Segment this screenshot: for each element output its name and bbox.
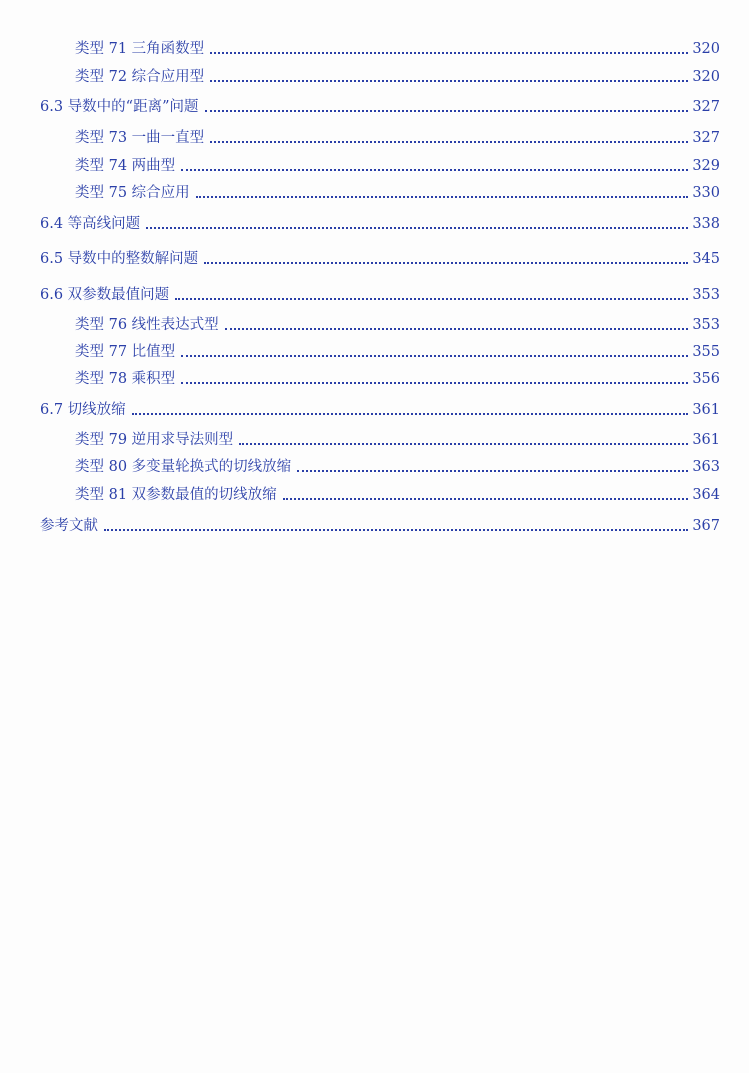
toc-entry-title: 类型 71 三角函数型: [75, 41, 205, 57]
toc-entry[interactable]: [75, 484, 720, 506]
dot-leader: [205, 110, 689, 112]
toc-entry-page: 327: [692, 99, 720, 115]
toc-entry-page: 329: [692, 158, 720, 174]
toc-entry-title: 类型 76 线性表达式型: [75, 317, 219, 333]
toc-entry-page: 338: [692, 216, 720, 232]
toc-entry-page: 361: [692, 402, 720, 418]
toc-entry-page: 345: [692, 251, 720, 267]
toc-entry[interactable]: [75, 456, 720, 478]
toc-entry-page: 355: [692, 344, 720, 360]
toc-section-entry[interactable]: [40, 399, 720, 421]
toc-entry-page: 320: [692, 41, 720, 57]
toc-entry-page: 363: [692, 459, 720, 475]
toc-entry-title: 类型 78 乘积型: [75, 371, 176, 387]
toc-entry-title: 类型 80 多变量轮换式的切线放缩: [75, 459, 292, 475]
toc-entry[interactable]: [75, 66, 720, 88]
dot-leader: [146, 227, 688, 229]
toc-entry-title: 类型 79 逆用求导法则型: [75, 432, 234, 448]
toc-entry-page: 330: [692, 185, 720, 201]
toc-entry-page: 367: [692, 518, 720, 534]
toc-entry[interactable]: [75, 341, 720, 363]
toc-entry-title: 参考文献: [40, 518, 98, 534]
toc-entry-title: 6.7 切线放缩: [40, 402, 126, 418]
toc-entry-title: 6.4 等高线问题: [40, 216, 141, 232]
dot-leader: [104, 529, 688, 531]
dot-leader: [297, 470, 688, 472]
dot-leader: [181, 355, 688, 357]
dot-leader: [204, 262, 688, 264]
dot-leader: [283, 498, 689, 500]
toc-entry-title: 类型 74 两曲型: [75, 158, 176, 174]
toc-entry[interactable]: [75, 127, 720, 149]
toc-entry[interactable]: [75, 182, 720, 204]
toc-entry[interactable]: [75, 38, 720, 60]
toc-section-entry[interactable]: [40, 96, 720, 118]
toc-entry-page: 320: [692, 69, 720, 85]
toc-entry-page: 361: [692, 432, 720, 448]
dot-leader: [181, 382, 688, 384]
dot-leader: [175, 298, 688, 300]
toc-entry-title: 类型 81 双参数最值的切线放缩: [75, 487, 277, 503]
dot-leader: [239, 443, 688, 445]
toc-section-entry[interactable]: [40, 213, 720, 235]
toc-entry-title: 6.3 导数中的“距离”问题: [40, 99, 199, 115]
toc-section-entry[interactable]: [40, 515, 720, 537]
toc-entry[interactable]: [75, 155, 720, 177]
dot-leader: [181, 169, 688, 171]
toc-entry-page: 356: [692, 371, 720, 387]
toc-entry-title: 6.6 双参数最值问题: [40, 287, 170, 303]
toc-entry-page: 327: [692, 130, 720, 146]
toc-section-entry[interactable]: [40, 284, 720, 306]
toc-entry-title: 6.5 导数中的整数解问题: [40, 251, 199, 267]
toc-entry-page: 353: [692, 287, 720, 303]
dot-leader: [196, 196, 689, 198]
toc-entry-page: 364: [692, 487, 720, 503]
toc-entry[interactable]: [75, 429, 720, 451]
toc-entry-page: 353: [692, 317, 720, 333]
toc-entry-title: 类型 77 比值型: [75, 344, 176, 360]
dot-leader: [210, 80, 688, 82]
dot-leader: [225, 328, 689, 330]
dot-leader: [210, 141, 688, 143]
dot-leader: [132, 413, 689, 415]
toc-entry[interactable]: [75, 314, 720, 336]
toc-section-entry[interactable]: [40, 248, 720, 270]
toc-entry-title: 类型 75 综合应用: [75, 185, 190, 201]
toc-entry[interactable]: [75, 368, 720, 390]
toc-entry-title: 类型 72 综合应用型: [75, 69, 205, 85]
dot-leader: [210, 52, 688, 54]
toc-entry-title: 类型 73 一曲一直型: [75, 130, 205, 146]
